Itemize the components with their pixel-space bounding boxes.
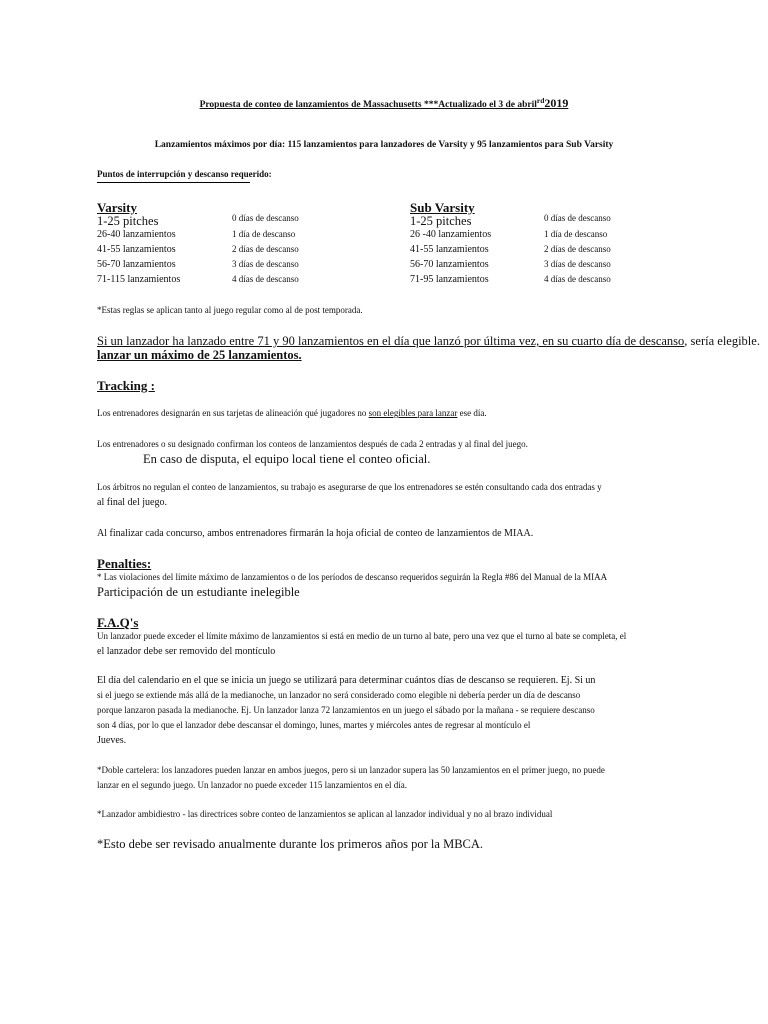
tracking-p3b: al final del juego. [97, 497, 167, 508]
eligibility-max-text: lanzar un máximo de 25 lanzamientos. [97, 348, 302, 362]
subvarsity-row-range: 1-25 pitches [410, 214, 472, 228]
penalties-line1: * Las violaciones del límite máximo de lanzamientos o de los períodos de descanso requeridos seguirán la Regla #86 del Manual de la MIAA [97, 572, 608, 582]
faq-q1b: el lanzador debe ser removido del montículo [97, 646, 276, 657]
max-pitches-line: Lanzamientos máximos por día: 115 lanzamientos para lanzadores de Varsity y 95 lanzamientos para Sub Varsity [154, 140, 614, 150]
subvarsity-row-rest: 3 días de descanso [544, 259, 611, 269]
breakpoints-heading-rule [97, 182, 250, 183]
faq-q4: *Lanzador ambidiestro - las directrices sobre conteo de lanzamientos se aplican al lanzador individual y no al brazo individual [97, 809, 553, 819]
faq-q1: Un lanzador puede exceder el límite máximo de lanzamientos si está en medio de un turno al bate, pero una vez que el turno al bate se completa, el [97, 631, 627, 641]
tracking-p2: Los entrenadores o su designado confirman los conteos de lanzamientos después de cada 2 entradas y al final del juego. [97, 439, 528, 449]
title-superscript: rd [536, 95, 545, 105]
subvarsity-row-range: 56-70 lanzamientos [410, 259, 489, 270]
varsity-row-rest: 1 día de descanso [232, 229, 296, 239]
tracking-p1-end: ese día. [457, 408, 487, 418]
tracking-p2b: En caso de disputa, el equipo local tiene el conteo oficial. [143, 452, 431, 466]
tracking-p1-underlined: son elegibles para lanzar [368, 408, 458, 418]
varsity-row-range: 1-25 pitches [97, 214, 159, 228]
varsity-row-rest: 0 días de descanso [232, 213, 299, 223]
tracking-p1-start: Los entrenadores designarán en sus tarjetas de alineación qué jugadores no [97, 408, 369, 418]
varsity-row-range: 26-40 lanzamientos [97, 229, 176, 240]
varsity-row-range: 56-70 lanzamientos [97, 259, 176, 270]
subvarsity-row-rest: 1 día de descanso [544, 229, 608, 239]
faq-heading: F.A.Q's [97, 615, 139, 630]
subvarsity-row-rest: 4 días de descanso [544, 274, 611, 284]
subvarsity-row-rest: 0 días de descanso [544, 213, 611, 223]
penalties-heading: Penalties: [97, 556, 152, 571]
subvarsity-row-rest: 2 días de descanso [544, 244, 611, 254]
tracking-p4: Al finalizar cada concurso, ambos entrenadores firmarán la hoja oficial de conteo de lanzamientos de MIAA. [97, 528, 534, 539]
faq-q3b: lanzar en el segundo juego. Un lanzador no puede exceder 115 lanzamientos en el día. [97, 780, 408, 790]
tracking-p3: Los árbitros no regulan el conteo de lanzamientos, su trabajo es asegurarse de que los entrenadores se estén consultando cada dos entradas y [97, 482, 602, 492]
varsity-row-rest: 3 días de descanso [232, 259, 299, 269]
faq-final-note: *Esto debe ser revisado anualmente durante los primeros años por la MBCA. [97, 837, 484, 851]
breakpoints-heading: Puntos de interrupción y descanso requerido: [97, 169, 272, 179]
subvarsity-row-range: 71-95 lanzamientos [410, 274, 489, 285]
faq-q2-line: son 4 días, por lo que el lanzador debe descansar el domingo, lunes, martes y miércoles antes de regresar al montículo el [97, 720, 531, 730]
title-year: 2019 [544, 96, 569, 110]
faq-q2-line: El día del calendario en el que se inicia un juego se utilizará para determinar cuántos días de descanso se requieren. Ej. Si un [97, 675, 596, 686]
subvarsity-heading: Sub Varsity [410, 200, 475, 215]
document-title [0, 96, 768, 111]
eligibility-line [97, 334, 760, 349]
eligibility-rest: , sería elegible. [684, 334, 760, 348]
penalties-line2: Participación de un estudiante inelegible [97, 585, 300, 599]
tracking-p1 [97, 408, 487, 418]
tracking-heading: Tracking : [97, 378, 155, 393]
faq-q3a: *Doble cartelera: los lanzadores pueden lanzar en ambos juegos, pero si un lanzador supera las 50 lanzamientos en el primer juego, no puede [97, 765, 605, 775]
faq-q2-line: porque lanzaron pasada la medianoche. Ej. Un lanzador lanza 72 lanzamientos en un juego el sábado por la mañana - se requiere descanso [97, 705, 595, 715]
varsity-row-rest: 4 días de descanso [232, 274, 299, 284]
varsity-row-range: 71-115 lanzamientos [97, 274, 181, 285]
subvarsity-row-range: 26 -40 lanzamientos [410, 229, 492, 240]
subvarsity-row-range: 41-55 lanzamientos [410, 244, 489, 255]
varsity-row-rest: 2 días de descanso [232, 244, 299, 254]
eligibility-max [97, 348, 302, 363]
eligibility-underlined: Si un lanzador ha lanzado entre 71 y 90 lanzamientos en el día que lanzó por última vez, en su cuarto día de descanso [97, 334, 685, 348]
title-main: Propuesta de conteo de lanzamientos de Massachusetts ***Actualizado el 3 de abril [199, 100, 537, 110]
rules-note: *Estas reglas se aplican tanto al juego regular como al de post temporada. [97, 305, 363, 315]
varsity-heading: Varsity [97, 200, 137, 215]
faq-q2-line: Jueves. [97, 735, 127, 746]
varsity-row-range: 41-55 lanzamientos [97, 244, 176, 255]
faq-q2-line: si el juego se extiende más allá de la medianoche, un lanzador no será considerado como elegible ni debería perder un día de descanso [97, 690, 581, 700]
